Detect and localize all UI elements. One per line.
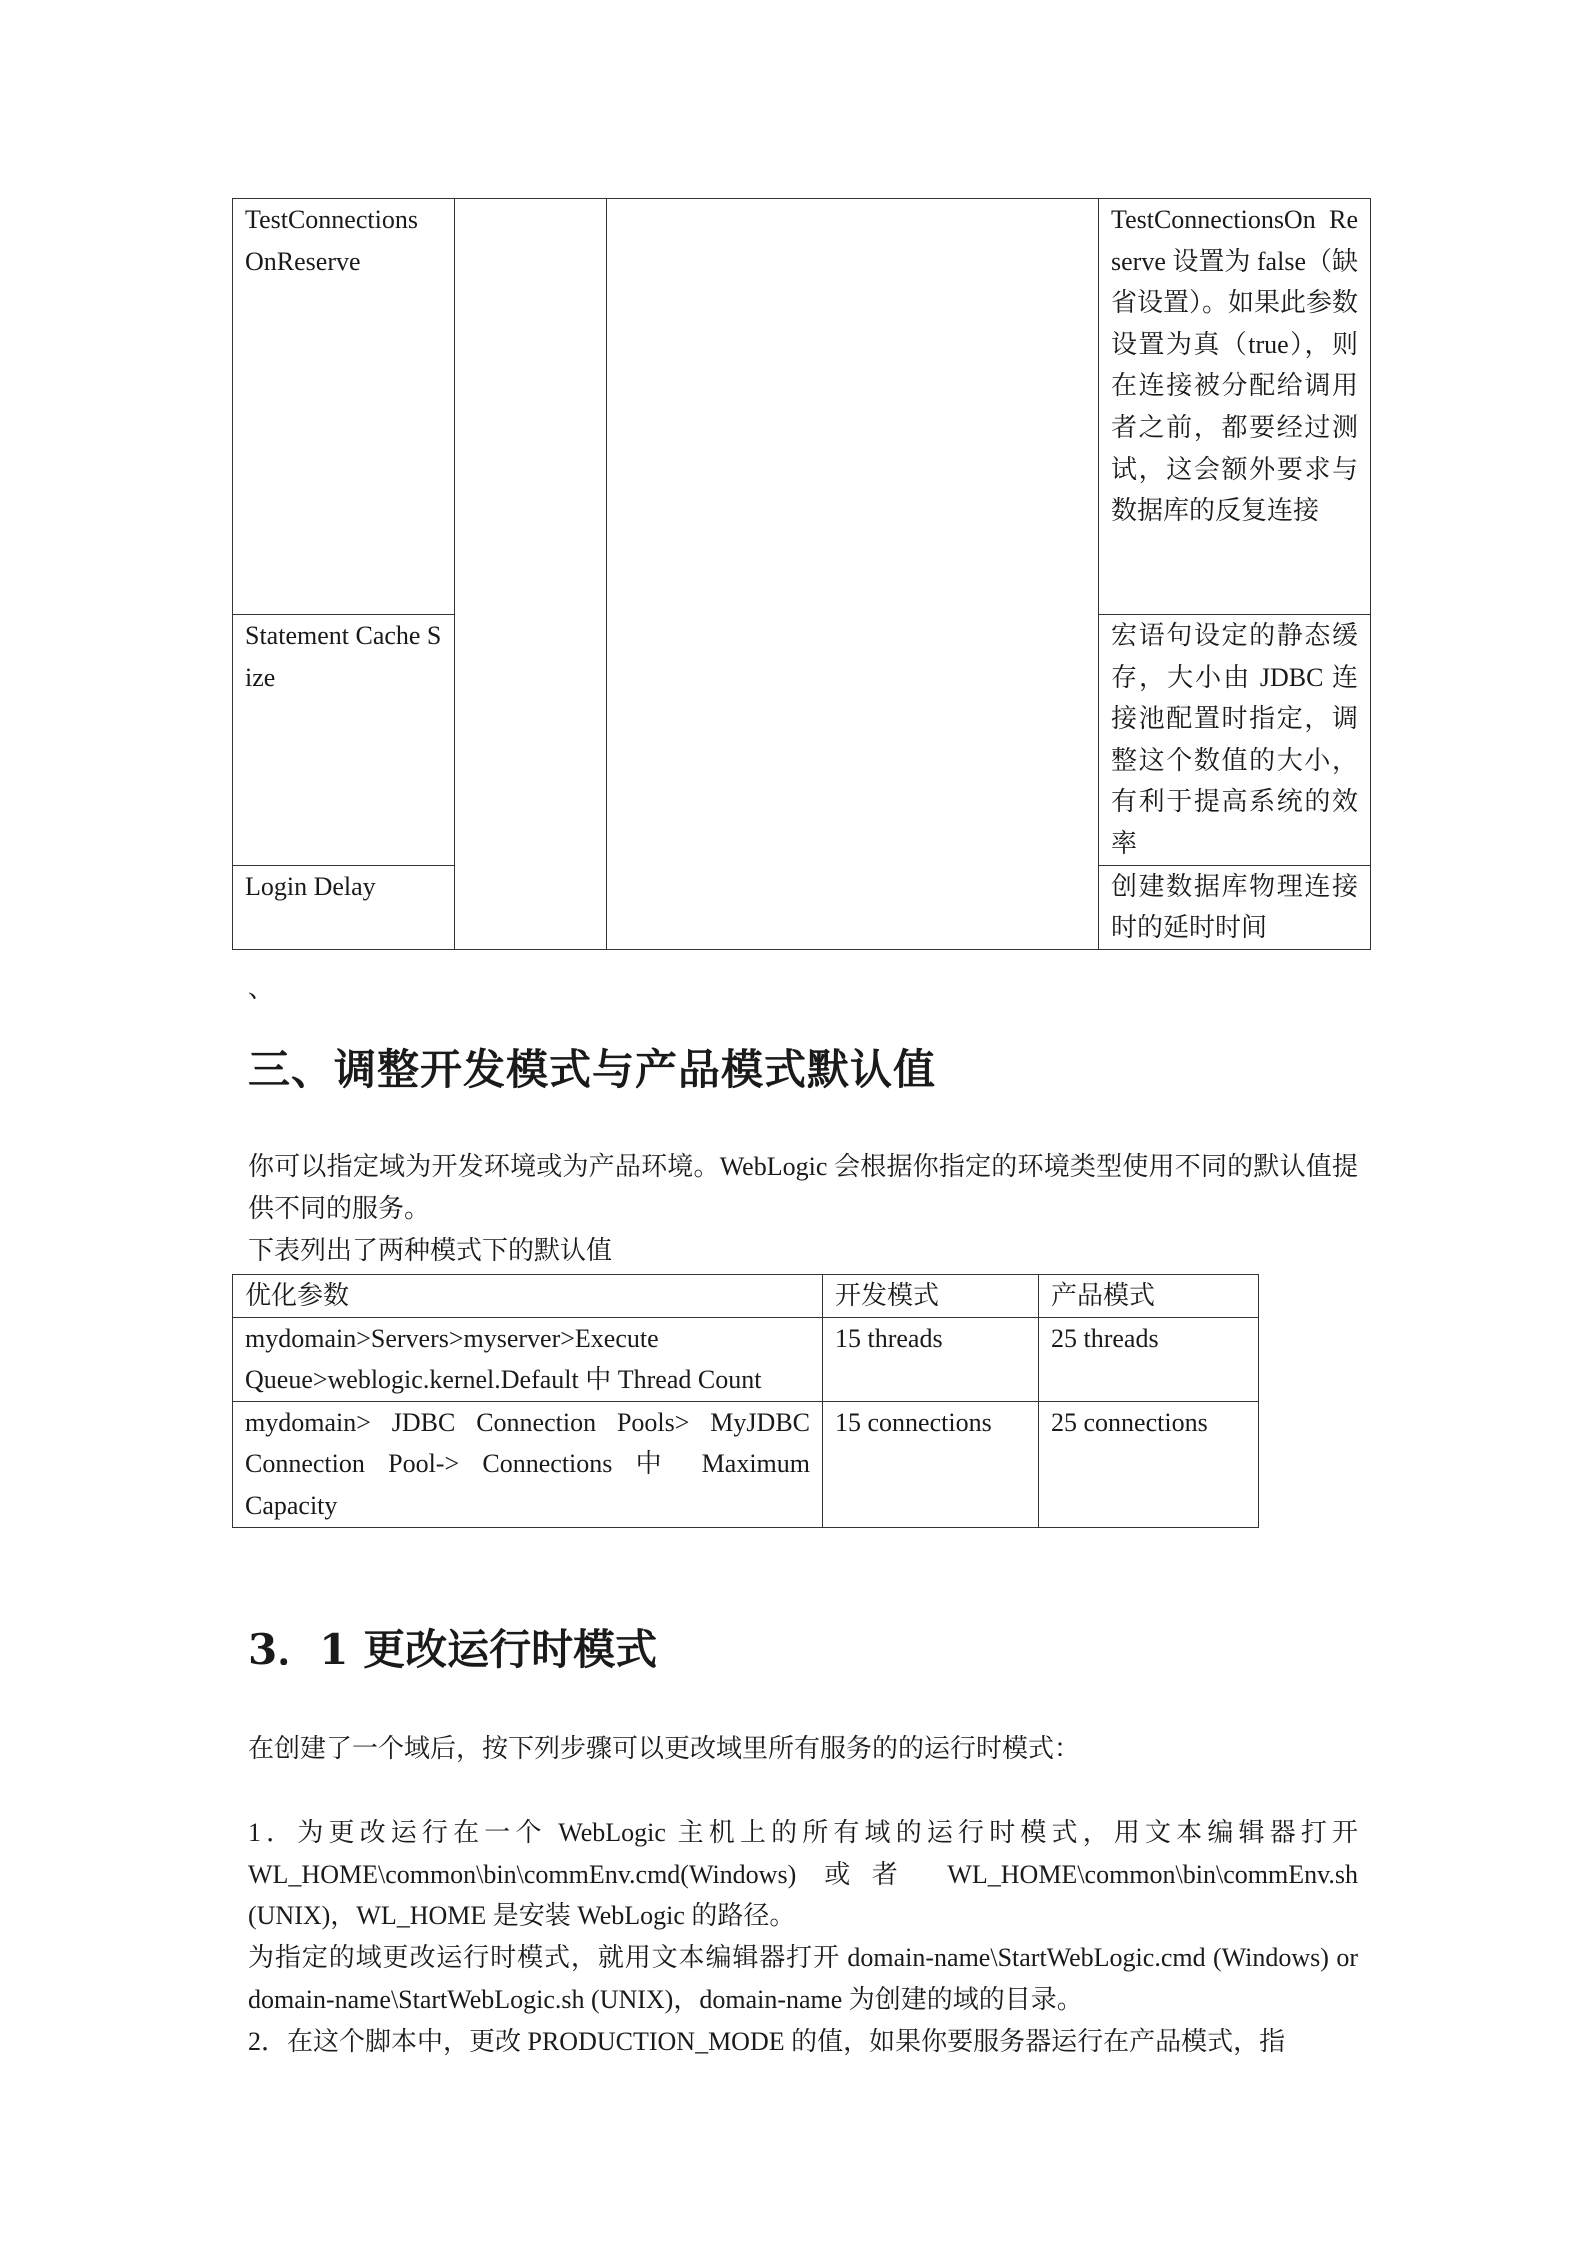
dev-cell: 15 threads (823, 1317, 1039, 1401)
table-caption: 下表列出了两种模式下的默认值 (248, 1236, 613, 1265)
prod-cell: 25 threads (1039, 1317, 1259, 1401)
paragraph-intro: 你可以指定域为开发环境或为产品环境。WebLogic 会根据你指定的环境类型使用不同的默认值提供不同的服务。 (248, 1152, 1358, 1223)
table-row (233, 199, 1371, 615)
paragraph-intro: 在创建了一个域后，按下列步骤可以更改域里所有服务的的运行时模式： (248, 1734, 1081, 1763)
param-cell: mydomain>Servers>myserver>Execute Queue>weblogic.kernel.Default 中 Thread Count (233, 1317, 823, 1401)
section-heading: 三、调整开发模式与产品模式默认值 (248, 1045, 937, 1094)
table-row (233, 1317, 1259, 1401)
param-cell: Login Delay (233, 865, 455, 949)
stray-mark: 、 (248, 974, 275, 1003)
table-header-row (233, 1275, 1259, 1318)
header-cell: 开发模式 (823, 1275, 1039, 1318)
empty-cell (455, 199, 607, 950)
param-cell: mydomain> JDBC Connection Pools> MyJDBC Connection Pool-> Connections 中 Maximum Capacity (233, 1401, 823, 1527)
param-cell: TestConnections OnReserve (233, 199, 455, 615)
subsection-heading: 3．1 更改运行时模式 (248, 1625, 658, 1674)
paragraph-step1: 1．为更改运行在一个 WebLogic 主机上的所有域的运行时模式，用文本编辑器打开 WL_HOME\common\bin\commEnv.cmd(Windows) 或者 WL_HOME\common\bin\commEnv.sh (UNIX)，WL_HOME 是安装 WebLogic 的路径。 (248, 1818, 1358, 1931)
desc-cell: TestConnectionsOn Reserve 设置为 false（缺省设置）。如果此参数设置为真（true），则在连接被分配给调用者之前，都要经过测试，这会额外要求与数据库的反复连接 (1099, 199, 1371, 615)
empty-cell (607, 199, 1099, 950)
prod-cell: 25 connections (1039, 1401, 1259, 1527)
table-row (233, 1401, 1259, 1527)
param-cell: Statement Cache Size (233, 615, 455, 866)
paragraph-step2: 2．在这个脚本中，更改 PRODUCTION_MODE 的值，如果你要服务器运行在产品模式，指 (248, 2027, 1286, 2056)
header-cell: 优化参数 (233, 1275, 823, 1318)
desc-cell: 宏语句设定的静态缓存，大小由 JDBC 连接池配置时指定，调整这个数值的大小，有利于提高系统的效率 (1099, 615, 1371, 866)
jdbc-params-table (232, 198, 1371, 950)
mode-defaults-table (232, 1274, 1259, 1528)
paragraph-step1b: 为指定的域更改运行时模式，就用文本编辑器打开 domain-name\StartWebLogic.cmd (Windows) or domain-name\StartWebLogic.sh (UNIX)，domain-name 为创建的域的目录。 (248, 1943, 1358, 2014)
dev-cell: 15 connections (823, 1401, 1039, 1527)
desc-cell: 创建数据库物理连接时的延时时间 (1099, 865, 1371, 949)
header-cell: 产品模式 (1039, 1275, 1259, 1318)
